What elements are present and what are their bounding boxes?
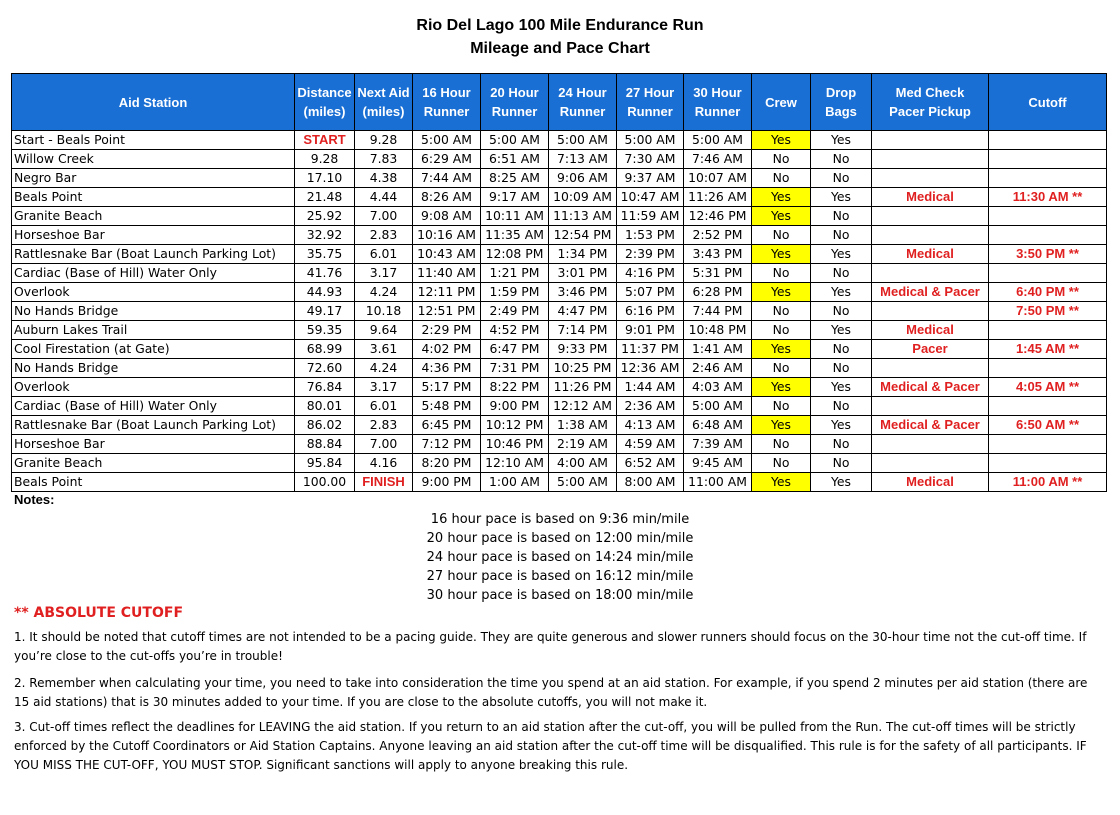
header-line: Aid Station: [118, 94, 188, 110]
header-distance: [295, 74, 355, 131]
cell-cutoff: 3:50 PM **: [989, 245, 1107, 264]
cell-time-20h: 10:12 PM: [481, 416, 549, 435]
cell-time-20h: 8:22 PM: [481, 378, 549, 397]
cell-station-name: Auburn Lakes Trail: [12, 321, 295, 340]
cell-crew: No: [752, 302, 811, 321]
cell-med-check: [872, 359, 989, 378]
cell-time-24h: 2:19 AM: [549, 435, 617, 454]
cell-crew: No: [752, 150, 811, 169]
cell-next-aid: 10.18: [355, 302, 413, 321]
header-16-hour: [413, 74, 481, 131]
cell-station-name: Rattlesnake Bar (Boat Launch Parking Lot): [12, 245, 295, 264]
cell-time-16h: 9:00 PM: [413, 473, 481, 492]
table-row: [12, 378, 1107, 397]
cell-time-30h: 9:45 AM: [684, 454, 752, 473]
cell-cutoff: [989, 397, 1107, 416]
cell-drop-bags: No: [811, 397, 872, 416]
cell-crew: No: [752, 226, 811, 245]
header-line: Med Check: [895, 85, 965, 100]
cell-med-check: Medical & Pacer: [872, 283, 989, 302]
header-line: Runner: [627, 104, 673, 119]
header-line: 24 Hour: [558, 85, 607, 100]
cell-drop-bags: No: [811, 207, 872, 226]
cell-crew: Yes: [752, 131, 811, 150]
cell-distance: 44.93: [295, 283, 355, 302]
cell-cutoff: 1:45 AM **: [989, 340, 1107, 359]
cell-time-27h: 4:16 PM: [617, 264, 684, 283]
cell-time-20h: 10:11 AM: [481, 207, 549, 226]
table-row: [12, 150, 1107, 169]
cell-time-30h: 7:44 PM: [684, 302, 752, 321]
cell-drop-bags: No: [811, 226, 872, 245]
cell-distance: 25.92: [295, 207, 355, 226]
header-30-hour: [684, 74, 752, 131]
table-row: [12, 359, 1107, 378]
cell-time-20h: 8:25 AM: [481, 169, 549, 188]
cell-time-27h: 2:36 AM: [617, 397, 684, 416]
cell-time-30h: 3:43 PM: [684, 245, 752, 264]
notes-label: Notes:: [14, 492, 55, 507]
cell-time-20h: 12:08 PM: [481, 245, 549, 264]
cell-time-27h: 10:47 AM: [617, 188, 684, 207]
cell-station-name: Negro Bar: [12, 169, 295, 188]
cell-cutoff: 6:50 AM **: [989, 416, 1107, 435]
cell-distance: 80.01: [295, 397, 355, 416]
cell-cutoff: [989, 321, 1107, 340]
cell-drop-bags: No: [811, 359, 872, 378]
pace-line: 16 hour pace is based on 9:36 min/mile: [430, 512, 690, 527]
cell-time-20h: 5:00 AM: [481, 131, 549, 150]
cell-time-16h: 12:51 PM: [413, 302, 481, 321]
cell-station-name: Overlook: [12, 378, 295, 397]
cell-cutoff: [989, 226, 1107, 245]
cell-next-aid: 2.83: [355, 226, 413, 245]
cell-crew: Yes: [752, 378, 811, 397]
table-row: [12, 226, 1107, 245]
pace-line: 24 hour pace is based on 14:24 min/mile: [426, 550, 694, 565]
cell-med-check: Medical: [872, 245, 989, 264]
cell-distance: 35.75: [295, 245, 355, 264]
cell-time-20h: 4:52 PM: [481, 321, 549, 340]
cell-time-16h: 7:12 PM: [413, 435, 481, 454]
table-row: [12, 340, 1107, 359]
cell-time-24h: 5:00 AM: [549, 473, 617, 492]
cell-time-24h: 12:12 AM: [549, 397, 617, 416]
cell-station-name: Granite Beach: [12, 454, 295, 473]
cell-crew: Yes: [752, 188, 811, 207]
cell-time-20h: 10:46 PM: [481, 435, 549, 454]
cell-time-30h: 5:31 PM: [684, 264, 752, 283]
table-row: [12, 416, 1107, 435]
cell-distance: 9.28: [295, 150, 355, 169]
cell-drop-bags: Yes: [811, 131, 872, 150]
header-cutoff: [989, 74, 1107, 131]
cell-time-30h: 4:03 AM: [684, 378, 752, 397]
cell-distance: 86.02: [295, 416, 355, 435]
cell-time-30h: 6:28 PM: [684, 283, 752, 302]
table-row: [12, 131, 1107, 150]
cell-med-check: [872, 131, 989, 150]
cell-next-aid: 4.38: [355, 169, 413, 188]
header-27-hour: [617, 74, 684, 131]
cell-time-20h: 1:59 PM: [481, 283, 549, 302]
pace-line: 27 hour pace is based on 16:12 min/mile: [426, 569, 694, 584]
cell-crew: No: [752, 264, 811, 283]
cell-med-check: Medical & Pacer: [872, 378, 989, 397]
note-3: 3. Cut-off times reflect the deadlines for LEAVING the aid station. If you return to an aid station after the cut-off, you will be pulled from the Run. The cut-off times will be strictly enforced by the Cutoff Coordinators or Aid Station Captains. Anyone leaving an aid station after the cut-off time will be disqualified. This rule is for the safety of all participants. IF YOU MISS THE CUT-OFF, YOU MUST STOP. Significant sanctions will apply to anyone breaking this rule.: [14, 720, 1087, 772]
cell-next-aid: 6.01: [355, 245, 413, 264]
cell-cutoff: [989, 150, 1107, 169]
cell-time-30h: 12:46 PM: [684, 207, 752, 226]
cell-next-aid: 3.17: [355, 264, 413, 283]
table-row: [12, 473, 1107, 492]
header-line: 16 Hour: [422, 85, 471, 100]
table-row: [12, 321, 1107, 340]
cell-crew: No: [752, 435, 811, 454]
cell-drop-bags: Yes: [811, 473, 872, 492]
cell-med-check: [872, 207, 989, 226]
cell-med-check: [872, 150, 989, 169]
cell-time-20h: 11:35 AM: [481, 226, 549, 245]
cell-crew: Yes: [752, 283, 811, 302]
header-line: (miles): [362, 104, 405, 119]
cell-cutoff: [989, 169, 1107, 188]
cell-station-name: No Hands Bridge: [12, 302, 295, 321]
pace-notes: [0, 510, 1120, 605]
header-line: Runner: [423, 104, 470, 119]
cell-med-check: [872, 169, 989, 188]
cell-crew: No: [752, 359, 811, 378]
cell-crew: Yes: [752, 473, 811, 492]
cell-time-30h: 11:26 AM: [684, 188, 752, 207]
cell-station-name: Cool Firestation (at Gate): [12, 340, 295, 359]
cell-time-16h: 4:36 PM: [413, 359, 481, 378]
cell-crew: Yes: [752, 207, 811, 226]
cell-time-24h: 9:33 PM: [549, 340, 617, 359]
header-20-hour: [481, 74, 549, 131]
cell-next-aid: FINISH: [355, 473, 413, 492]
cell-time-24h: 10:09 AM: [549, 188, 617, 207]
cell-next-aid: 4.16: [355, 454, 413, 473]
cell-time-24h: 7:14 PM: [549, 321, 617, 340]
cell-time-16h: 5:48 PM: [413, 397, 481, 416]
cell-drop-bags: No: [811, 302, 872, 321]
cell-time-30h: 7:46 AM: [684, 150, 752, 169]
cell-time-24h: 11:13 AM: [549, 207, 617, 226]
table-row: [12, 302, 1107, 321]
cell-distance: START: [295, 131, 355, 150]
cell-time-20h: 9:00 PM: [481, 397, 549, 416]
absolute-cutoff-legend: ** ABSOLUTE CUTOFF: [14, 605, 184, 621]
cell-med-check: Medical: [872, 321, 989, 340]
table-row: [12, 264, 1107, 283]
cell-time-24h: 3:46 PM: [549, 283, 617, 302]
header-line: Crew: [765, 94, 797, 110]
cell-time-27h: 9:37 AM: [617, 169, 684, 188]
cell-time-20h: 12:10 AM: [481, 454, 549, 473]
cell-time-27h: 6:16 PM: [617, 302, 684, 321]
cell-crew: No: [752, 321, 811, 340]
cell-distance: 88.84: [295, 435, 355, 454]
cell-station-name: Horseshoe Bar: [12, 435, 295, 454]
header-aid-station: [12, 74, 295, 131]
cell-time-20h: 7:31 PM: [481, 359, 549, 378]
header-line: Drop: [825, 85, 857, 100]
cell-drop-bags: Yes: [811, 321, 872, 340]
cell-cutoff: 6:40 PM **: [989, 283, 1107, 302]
cell-time-16h: 2:29 PM: [413, 321, 481, 340]
cell-time-16h: 11:40 AM: [413, 264, 481, 283]
cell-time-30h: 10:48 PM: [684, 321, 752, 340]
cell-time-16h: 6:29 AM: [413, 150, 481, 169]
cell-next-aid: 9.28: [355, 131, 413, 150]
cell-med-check: [872, 302, 989, 321]
header-line: Runner: [559, 104, 606, 119]
cell-time-24h: 4:47 PM: [549, 302, 617, 321]
cell-time-27h: 11:59 AM: [617, 207, 684, 226]
cell-time-30h: 11:00 AM: [684, 473, 752, 492]
header-line: Runner: [491, 104, 538, 119]
cell-station-name: Overlook: [12, 283, 295, 302]
note-2: 2. Remember when calculating your time, you need to take into consideration the time you spend at an aid station. For example, if you spend 2 minutes per aid station (there are 15 aid stations) that is 30 minutes added to your time. If you are close to the absolute cutoffs, you will not make it.: [14, 676, 1088, 709]
table-header-row: [12, 74, 1107, 131]
cell-distance: 100.00: [295, 473, 355, 492]
cell-time-27h: 7:30 AM: [617, 150, 684, 169]
header-line: Pacer Pickup: [889, 104, 971, 119]
cell-time-20h: 1:21 PM: [481, 264, 549, 283]
cell-med-check: Pacer: [872, 340, 989, 359]
cell-station-name: Beals Point: [12, 473, 295, 492]
cell-time-30h: 7:39 AM: [684, 435, 752, 454]
cell-distance: 72.60: [295, 359, 355, 378]
cell-distance: 17.10: [295, 169, 355, 188]
table-row: [12, 283, 1107, 302]
cell-distance: 68.99: [295, 340, 355, 359]
cell-time-20h: 9:17 AM: [481, 188, 549, 207]
header-24-hour: [549, 74, 617, 131]
header-line: Bags: [825, 104, 857, 119]
cell-drop-bags: Yes: [811, 378, 872, 397]
cell-station-name: Rattlesnake Bar (Boat Launch Parking Lot): [12, 416, 295, 435]
cell-drop-bags: Yes: [811, 245, 872, 264]
header-line: Cutoff: [1028, 94, 1067, 110]
cell-next-aid: 7.00: [355, 435, 413, 454]
cell-next-aid: 9.64: [355, 321, 413, 340]
note-1: 1. It should be noted that cutoff times are not intended to be a pacing guide. They are quite generous and slower runners should focus on the 30-hour time not the cut-off time. If you’re close to the cut-offs you’re in trouble!: [14, 630, 1087, 663]
cell-time-24h: 4:00 AM: [549, 454, 617, 473]
pace-line: 30 hour pace is based on 18:00 min/mile: [426, 588, 694, 603]
cell-time-27h: 9:01 PM: [617, 321, 684, 340]
header-line: 27 Hour: [625, 85, 675, 100]
cell-med-check: Medical: [872, 473, 989, 492]
cell-med-check: [872, 264, 989, 283]
cell-cutoff: 7:50 PM **: [989, 302, 1107, 321]
cell-time-30h: 1:41 AM: [684, 340, 752, 359]
cell-cutoff: [989, 207, 1107, 226]
cell-time-24h: 1:34 PM: [549, 245, 617, 264]
page-subtitle: Mileage and Pace Chart: [470, 40, 650, 57]
cell-time-30h: 2:46 AM: [684, 359, 752, 378]
cell-time-24h: 12:54 PM: [549, 226, 617, 245]
cell-cutoff: [989, 359, 1107, 378]
cell-crew: No: [752, 397, 811, 416]
cell-cutoff: 4:05 AM **: [989, 378, 1107, 397]
cell-time-16h: 5:17 PM: [413, 378, 481, 397]
cell-time-16h: 9:08 AM: [413, 207, 481, 226]
cell-med-check: [872, 397, 989, 416]
table-row: [12, 245, 1107, 264]
cell-time-27h: 4:59 AM: [617, 435, 684, 454]
cell-time-20h: 2:49 PM: [481, 302, 549, 321]
cell-time-16h: 5:00 AM: [413, 131, 481, 150]
cell-time-27h: 2:39 PM: [617, 245, 684, 264]
cell-drop-bags: Yes: [811, 188, 872, 207]
cell-drop-bags: No: [811, 150, 872, 169]
pace-table: [11, 73, 1107, 492]
cell-drop-bags: Yes: [811, 283, 872, 302]
cell-time-27h: 5:00 AM: [617, 131, 684, 150]
cell-next-aid: 7.00: [355, 207, 413, 226]
cell-distance: 49.17: [295, 302, 355, 321]
cell-time-24h: 3:01 PM: [549, 264, 617, 283]
cell-crew: Yes: [752, 340, 811, 359]
cell-time-27h: 5:07 PM: [617, 283, 684, 302]
cell-next-aid: 6.01: [355, 397, 413, 416]
header-line: Next Aid: [357, 85, 410, 100]
cell-cutoff: 11:00 AM **: [989, 473, 1107, 492]
cell-time-24h: 11:26 PM: [549, 378, 617, 397]
cell-drop-bags: No: [811, 264, 872, 283]
cell-time-16h: 10:16 AM: [413, 226, 481, 245]
header-crew: [752, 74, 811, 131]
cell-time-27h: 11:37 PM: [617, 340, 684, 359]
cell-med-check: [872, 454, 989, 473]
cell-time-16h: 12:11 PM: [413, 283, 481, 302]
cell-time-16h: 4:02 PM: [413, 340, 481, 359]
cell-drop-bags: No: [811, 454, 872, 473]
header-drop-bags: [811, 74, 872, 131]
cell-distance: 21.48: [295, 188, 355, 207]
cell-time-20h: 6:47 PM: [481, 340, 549, 359]
cell-cutoff: [989, 454, 1107, 473]
cell-med-check: Medical & Pacer: [872, 416, 989, 435]
cell-time-30h: 5:00 AM: [684, 131, 752, 150]
cell-time-27h: 12:36 AM: [617, 359, 684, 378]
pace-line: 20 hour pace is based on 12:00 min/mile: [426, 531, 694, 546]
cell-med-check: Medical: [872, 188, 989, 207]
cell-crew: No: [752, 454, 811, 473]
cell-time-16h: 8:20 PM: [413, 454, 481, 473]
cell-time-24h: 7:13 AM: [549, 150, 617, 169]
cell-time-24h: 5:00 AM: [549, 131, 617, 150]
cell-time-27h: 6:52 AM: [617, 454, 684, 473]
cell-time-16h: 10:43 AM: [413, 245, 481, 264]
cell-time-27h: 4:13 AM: [617, 416, 684, 435]
cell-station-name: Beals Point: [12, 188, 295, 207]
cell-time-30h: 6:48 AM: [684, 416, 752, 435]
cell-time-24h: 10:25 PM: [549, 359, 617, 378]
cell-cutoff: 11:30 AM **: [989, 188, 1107, 207]
cell-crew: Yes: [752, 245, 811, 264]
header-med-check: [872, 74, 989, 131]
cell-next-aid: 4.44: [355, 188, 413, 207]
page-title: Rio Del Lago 100 Mile Endurance Run: [416, 17, 704, 34]
header-line: 20 Hour: [490, 85, 539, 100]
header-line: Distance: [297, 85, 352, 100]
header-line: 30 Hour: [693, 85, 742, 100]
cell-med-check: [872, 226, 989, 245]
cell-station-name: Start - Beals Point: [12, 131, 295, 150]
cell-time-24h: 1:38 AM: [549, 416, 617, 435]
cell-cutoff: [989, 131, 1107, 150]
cell-crew: No: [752, 169, 811, 188]
cell-distance: 32.92: [295, 226, 355, 245]
cell-next-aid: 4.24: [355, 283, 413, 302]
cell-time-30h: 5:00 AM: [684, 397, 752, 416]
cell-cutoff: [989, 264, 1107, 283]
table-row: [12, 169, 1107, 188]
cell-station-name: Granite Beach: [12, 207, 295, 226]
cell-next-aid: 4.24: [355, 359, 413, 378]
cell-time-30h: 10:07 AM: [684, 169, 752, 188]
cell-crew: Yes: [752, 416, 811, 435]
table-row: [12, 188, 1107, 207]
table-row: [12, 397, 1107, 416]
cell-distance: 59.35: [295, 321, 355, 340]
cell-station-name: No Hands Bridge: [12, 359, 295, 378]
header-next-aid: [355, 74, 413, 131]
table-row: [12, 435, 1107, 454]
cell-time-27h: 1:53 PM: [617, 226, 684, 245]
cell-time-24h: 9:06 AM: [549, 169, 617, 188]
cell-drop-bags: No: [811, 435, 872, 454]
cell-distance: 95.84: [295, 454, 355, 473]
cell-station-name: Cardiac (Base of Hill) Water Only: [12, 264, 295, 283]
cell-time-20h: 1:00 AM: [481, 473, 549, 492]
header-line: (miles): [303, 104, 346, 119]
cell-next-aid: 3.61: [355, 340, 413, 359]
table-row: [12, 207, 1107, 226]
cell-distance: 76.84: [295, 378, 355, 397]
cell-station-name: Willow Creek: [12, 150, 295, 169]
cell-drop-bags: No: [811, 169, 872, 188]
cell-distance: 41.76: [295, 264, 355, 283]
cell-time-30h: 2:52 PM: [684, 226, 752, 245]
cell-next-aid: 2.83: [355, 416, 413, 435]
cell-time-27h: 1:44 AM: [617, 378, 684, 397]
cell-time-27h: 8:00 AM: [617, 473, 684, 492]
cell-cutoff: [989, 435, 1107, 454]
header-line: Runner: [694, 104, 741, 119]
cell-time-16h: 6:45 PM: [413, 416, 481, 435]
cell-time-16h: 7:44 AM: [413, 169, 481, 188]
cell-time-20h: 6:51 AM: [481, 150, 549, 169]
cell-next-aid: 3.17: [355, 378, 413, 397]
cell-med-check: [872, 435, 989, 454]
cell-drop-bags: No: [811, 340, 872, 359]
cell-time-16h: 8:26 AM: [413, 188, 481, 207]
cell-next-aid: 7.83: [355, 150, 413, 169]
table-row: [12, 454, 1107, 473]
cell-station-name: Horseshoe Bar: [12, 226, 295, 245]
cell-drop-bags: Yes: [811, 416, 872, 435]
cell-station-name: Cardiac (Base of Hill) Water Only: [12, 397, 295, 416]
